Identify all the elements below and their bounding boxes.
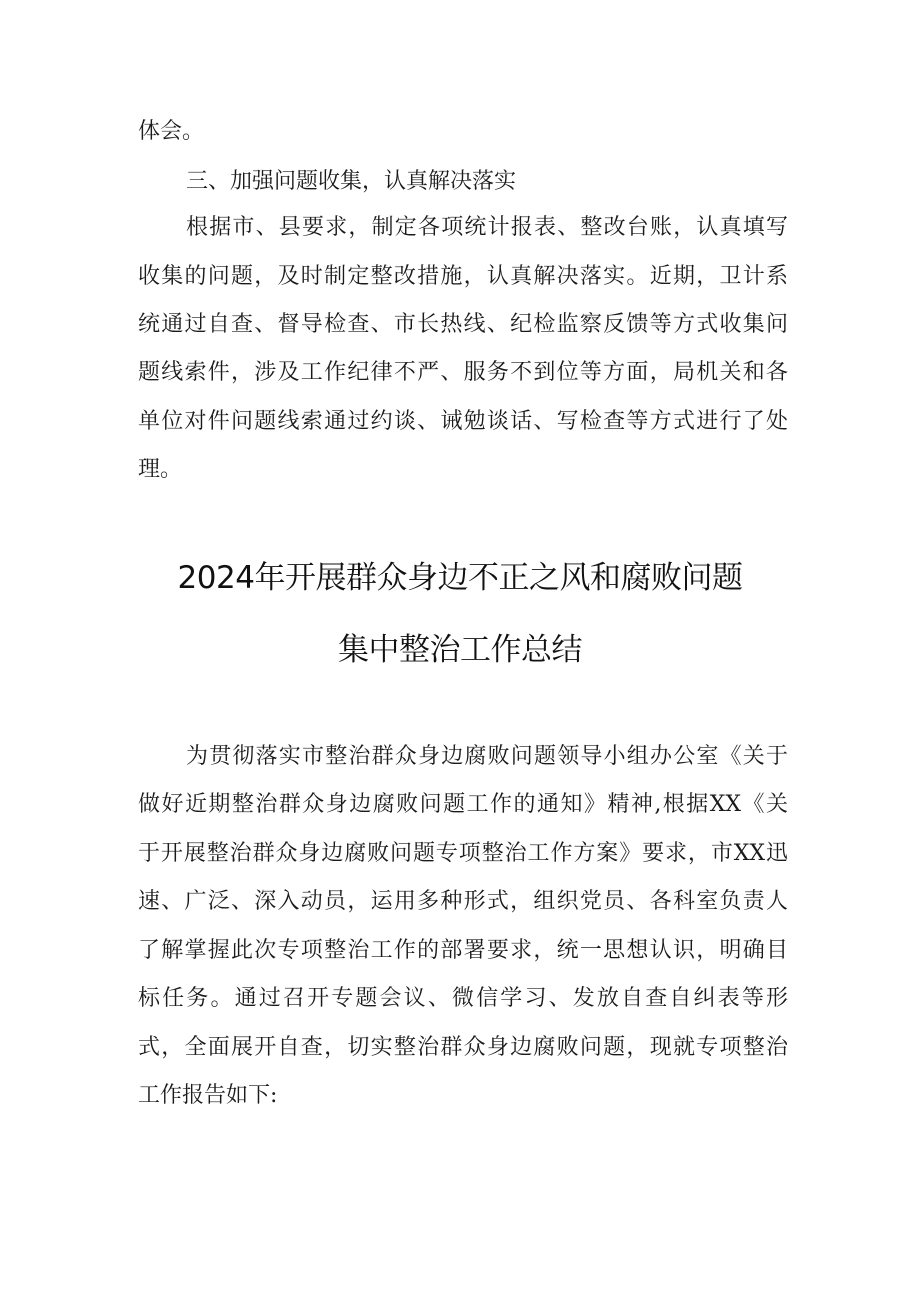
- intro-line: 标任务。通过召开专题会议、微信学习、发放自查自纠表等形: [138, 986, 788, 1011]
- intro-line: 了解掌握此次专项整治工作的部署要求，统一思想认识，明确目: [138, 938, 788, 963]
- carryover-line: 体会。: [138, 119, 205, 144]
- intro-line: 于开展整治群众身边腐败问题专项整治工作方案》要求，市XX迅: [138, 841, 788, 866]
- paragraph-line: 题线索件，涉及工作纪律不严、服务不到位等方面，局机关和各: [138, 360, 788, 385]
- intro-line: 速、广泛、深入动员，运用多种形式，组织党员、各科室负责人: [138, 889, 788, 914]
- intro-line: 工作报告如下:: [138, 1083, 278, 1108]
- paragraph-line: 根据市、县要求，制定各项统计报表、整改台账，认真填写: [186, 215, 788, 240]
- intro-line: 做好近期整治群众身边腐败问题工作的通知》精神,根据XX《关: [138, 792, 788, 817]
- section-heading: 三、加强问题收集，认真解决落实: [186, 169, 517, 194]
- paragraph-line: 收集的问题，及时制定整改措施，认真解决落实。近期，卫计系: [138, 264, 788, 289]
- paragraph-line: 单位对件问题线索通过约谈、诫勉谈话、写检查等方式进行了处: [138, 409, 788, 434]
- intro-line: 式，全面展开自查，切实整治群众身边腐败问题，现就专项整治: [138, 1035, 788, 1060]
- intro-line: 为贯彻落实市整治群众身边腐败问题领导小组办公室《关于: [186, 744, 788, 769]
- document-title-line-2: 集中整治工作总结: [338, 632, 582, 668]
- paragraph-line: 统通过自查、督导检查、市长热线、纪检监察反馈等方式收集问: [138, 312, 788, 337]
- paragraph-line: 理。: [138, 457, 183, 482]
- document-title-line-1: 2024年开展群众身边不正之风和腐败问题: [177, 560, 743, 596]
